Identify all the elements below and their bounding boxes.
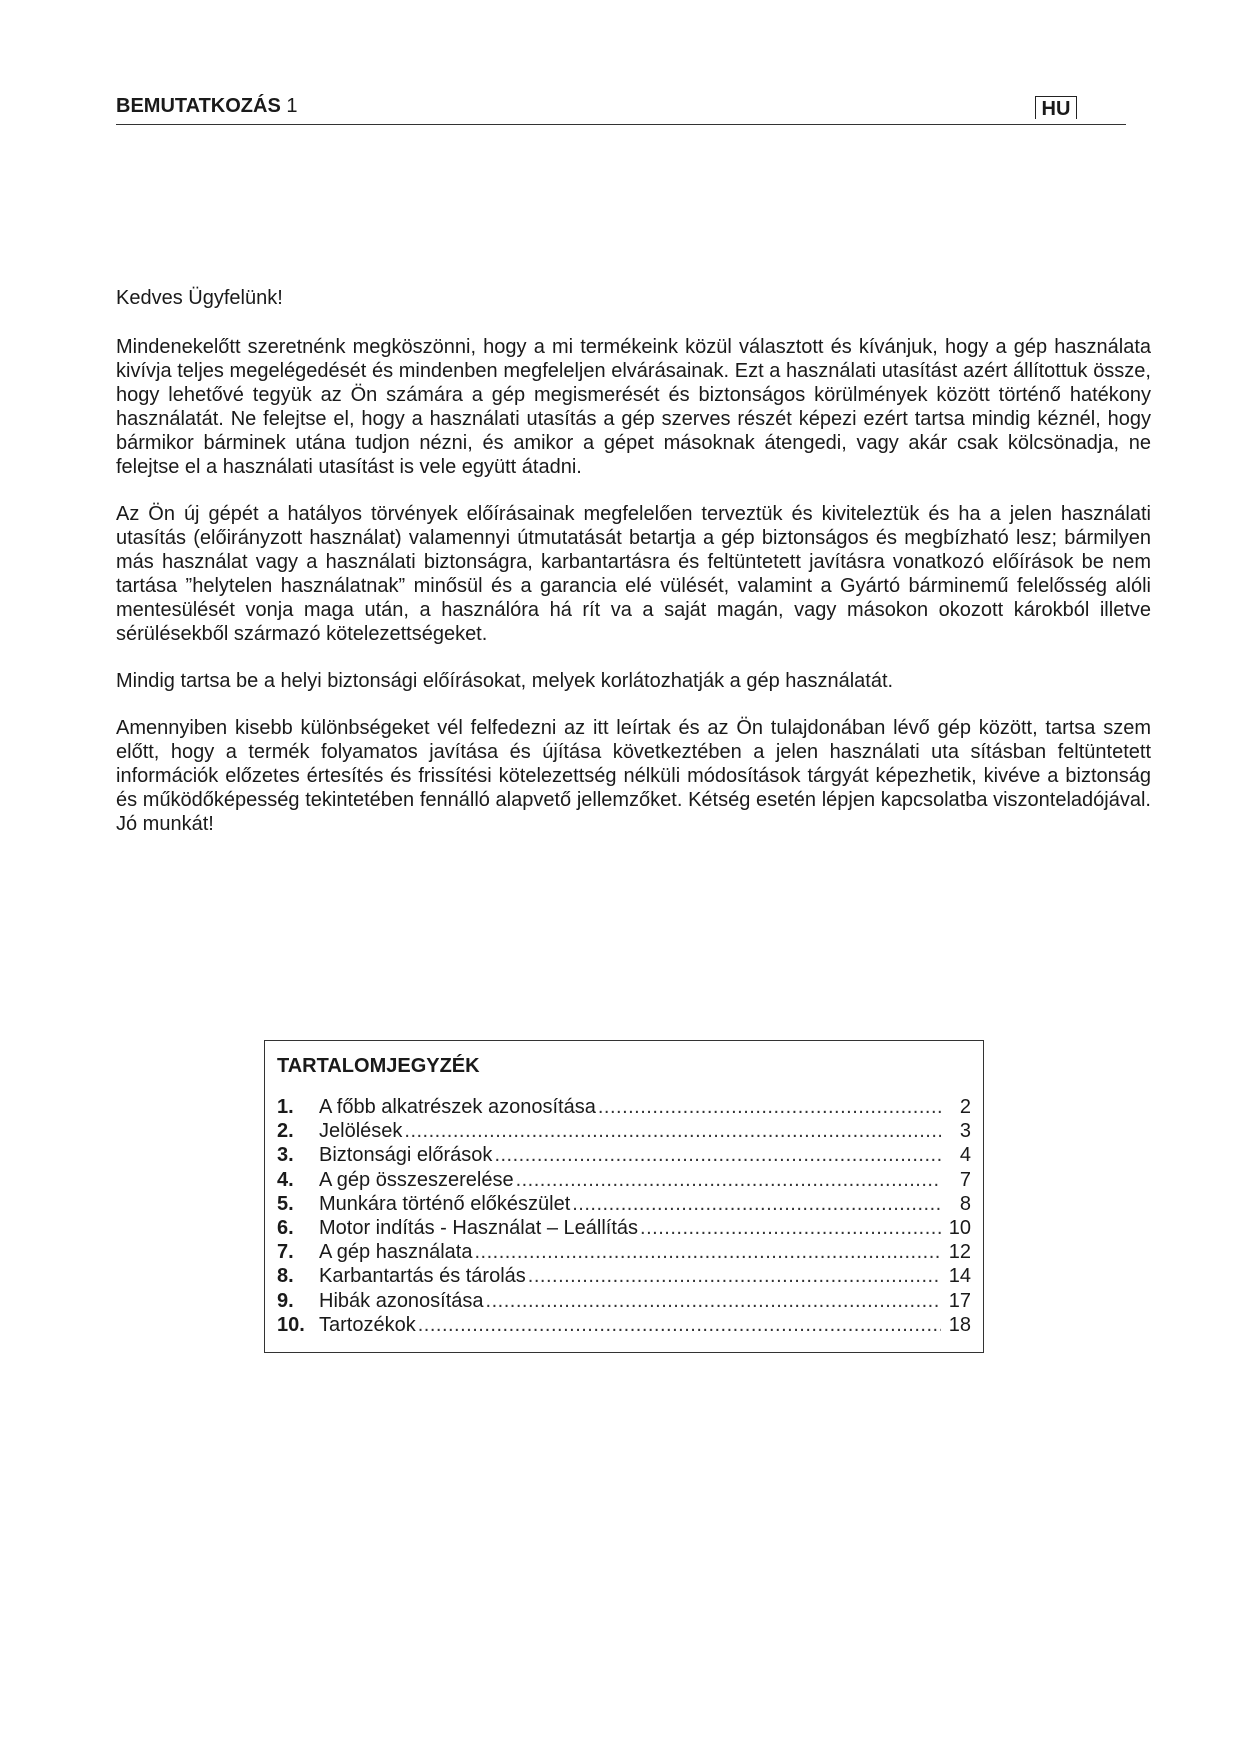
paragraph-local-rules: Mindig tartsa be a helyi biztonsági előírásokat, melyek korlátozhatják a gép használatát. [116, 670, 894, 692]
toc-item-number: 7. [277, 1241, 294, 1264]
toc-item-label: A gép összeszerelése [319, 1168, 514, 1191]
intro-text [116, 286, 1151, 859]
toc-item-page: 12 [948, 1241, 971, 1264]
toc-item-page: 10 [948, 1216, 971, 1239]
toc-item [277, 1143, 971, 1167]
toc-item-label: Biztonsági előrások [319, 1144, 493, 1167]
toc-item-label: Jelölések [319, 1120, 403, 1143]
toc-item-label: A gép használata [319, 1241, 473, 1264]
toc-item [277, 1119, 971, 1143]
language-badge: HU [1035, 96, 1077, 119]
toc-leader-dots [516, 1168, 941, 1192]
toc-item [277, 1264, 971, 1288]
toc-item-number: 1. [277, 1096, 294, 1118]
toc-leader-dots [494, 1143, 941, 1167]
toc-leader-dots [598, 1095, 941, 1119]
toc-item-number: 5. [277, 1192, 294, 1215]
toc-item-page: 17 [948, 1289, 971, 1312]
toc-leader-dots [528, 1264, 941, 1288]
toc-item-page: 4 [959, 1144, 971, 1167]
toc-item-number: 6. [277, 1216, 294, 1239]
toc-leader-dots [640, 1216, 941, 1240]
toc-leader-dots [418, 1313, 941, 1337]
toc-leader-dots [404, 1119, 941, 1143]
toc-title: TARTALOMJEGYZÉK [277, 1055, 480, 1077]
header-title [116, 94, 297, 118]
table-of-contents [264, 1040, 984, 1353]
toc-item-number: 4. [277, 1168, 294, 1191]
toc-item [277, 1168, 971, 1192]
toc-item-page: 3 [959, 1120, 971, 1143]
toc-item-number: 3. [277, 1144, 294, 1167]
paragraph-thanks: Mindenekelőtt szeretnénk megköszönni, hogy a mi termékeink közül választott és kívánjuk, hogy a gép használata kivívja teljes megelégedését és mindenben megfeleljen elvárásainak. Ezt a használati utasítást azért állítottuk össze, hogy lehetővé tegyük az Ön számára a gép megismerését és biztonságos körülmények között történő hatékony használatát. Ne felejtse el, hogy a használati utasítás a gép szerves részét képezi ezért tartsa mindig kéznél, hogy bármikor bárminek utána tudjon nézni, és amikor a gépet másoknak átengedi, vagy akár csak kölcsönadja, ne felejtse el a használati utasítást is vele együtt átadni. [116, 336, 1151, 478]
toc-item [277, 1289, 971, 1313]
paragraph-differences: Amennyiben kisebb különbségeket vél felfedezni az itt leírtak és az Ön tulajdonában lévő gép között, tartsa szem előtt, hogy a termék folyamatos javítása és újítása következtében a jelen használati uta sításban feltüntetett információk előzetes értesítés és frissítési kötelezettség nélküli módosítások tárgyát képezhetik, kivéve a biztonság és működőképesség tekintetében fennálló alapvető jellemzőket. Kétség esetén lépjen kapcsolatba viszonteladójával. Jó munkát! [116, 717, 1151, 835]
toc-item [277, 1240, 971, 1264]
toc-item [277, 1313, 971, 1337]
toc-item-page: 7 [959, 1168, 971, 1191]
toc-leader-dots [486, 1289, 941, 1313]
toc-item-page: 2 [959, 1096, 971, 1118]
toc-item-page: 18 [948, 1313, 971, 1336]
toc-item-number: 8. [277, 1265, 294, 1288]
header-page-number: 1 [286, 95, 298, 117]
toc-item [277, 1095, 971, 1119]
toc-item-number: 10. [277, 1313, 305, 1336]
toc-item [277, 1216, 971, 1240]
toc-leader-dots [572, 1192, 941, 1216]
page-header [116, 94, 1126, 125]
toc-item [277, 1192, 971, 1216]
toc-item-label: A főbb alkatrészek azonosítása [319, 1096, 596, 1118]
toc-item-label: Munkára történő előkészület [319, 1192, 571, 1215]
section-title: BEMUTATKOZÁS [116, 95, 281, 117]
toc-item-label: Hibák azonosítása [319, 1289, 484, 1312]
toc-item-label: Motor indítás - Használat – Leállítás [319, 1216, 639, 1239]
toc-item-number: 9. [277, 1289, 294, 1312]
toc-item-label: Karbantartás és tárolás [319, 1265, 526, 1288]
toc-item-number: 2. [277, 1120, 294, 1143]
paragraph-safety-design: Az Ön új gépét a hatályos törvények előírásainak megfelelően terveztük és kiviteleztük és ha a jelen használati utasítás (előirányzott használat) valamennyi útmutatását betartja a gép biztonságos és megbízható lesz; bármilyen más használat vagy a használati biztonságra, karbantartásra és feltüntetett javításra vonatkozó előírások be nem tartása ”helytelen használatnak” minősül és a garancia elé vülését, valamint a Gyártó bárminemű felelősség alóli mentesülését vonja maga után, a használóra há rít va a saját magán, vagy másokon okozott károkból illetve sérülésekből származó kötelezettségeket. [116, 503, 1151, 645]
greeting: Kedves Ügyfelünk! [116, 287, 283, 309]
toc-item-page: 8 [959, 1192, 971, 1215]
toc-leader-dots [474, 1240, 941, 1264]
toc-item-label: Tartozékok [319, 1313, 416, 1336]
toc-item-page: 14 [948, 1265, 971, 1288]
